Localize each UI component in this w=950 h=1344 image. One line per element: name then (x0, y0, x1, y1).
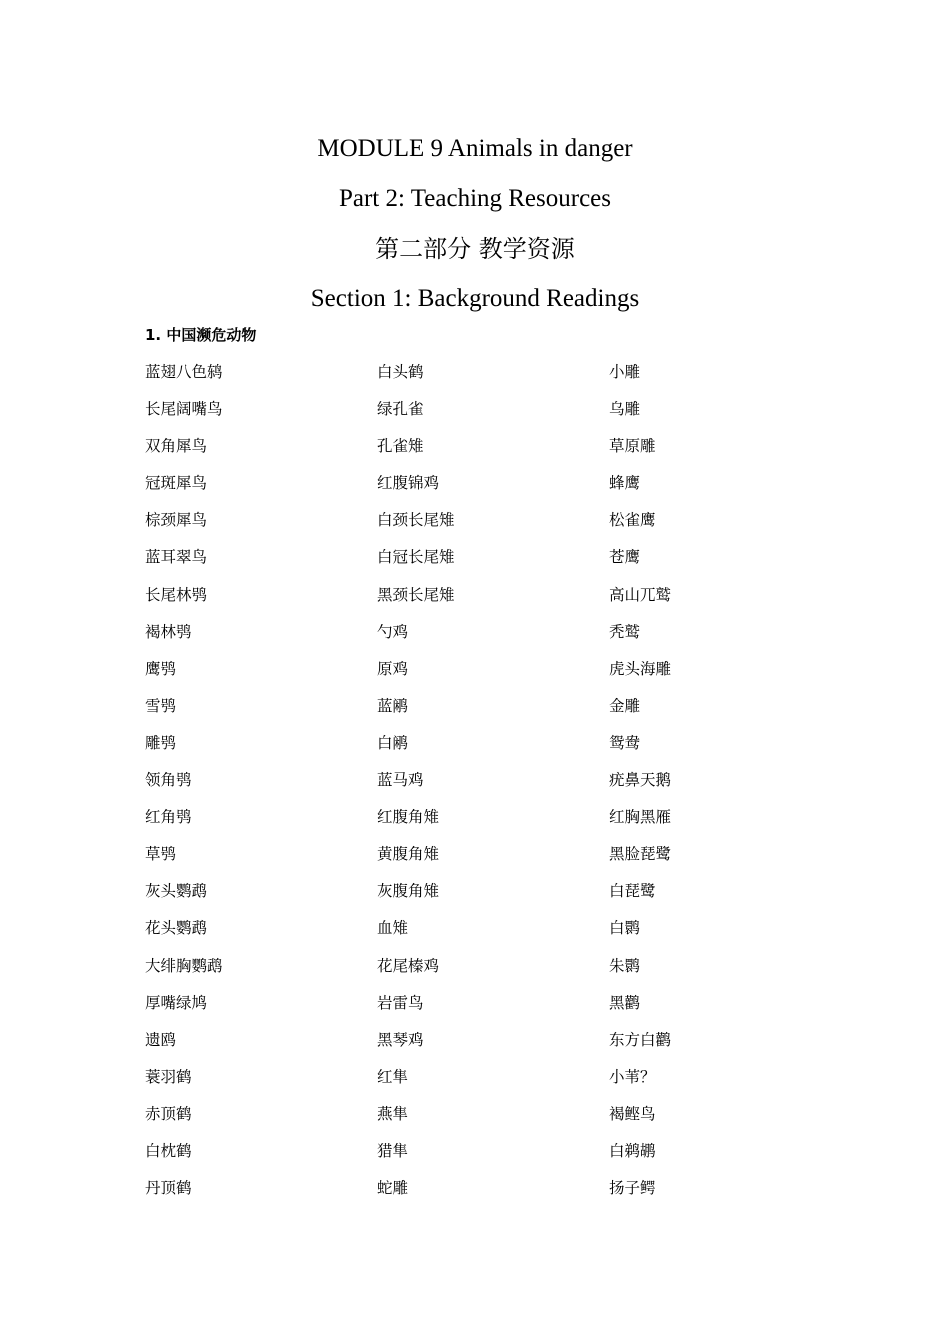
animal-name: 小雕 (609, 363, 641, 381)
animal-name: 长尾阔嘴鸟 (145, 400, 223, 419)
animal-name: 鸳鸯 (609, 733, 641, 752)
list-heading: 1. 中国濒危动物 (145, 326, 257, 344)
animal-name: 棕颈犀鸟 (145, 511, 208, 530)
animal-list-column-2 (377, 361, 455, 1214)
animal-name: 大绯胸鹦鹉 (145, 956, 223, 975)
animal-name: 猎隼 (377, 1141, 409, 1160)
animal-name: 红腹角雉 (377, 808, 440, 827)
animal-name: 原鸡 (377, 659, 409, 678)
part-title-chinese: 第二部分 教学资源 (375, 235, 575, 263)
part-title: Part 2: Teaching Resources (338, 185, 612, 212)
animal-name: 白鹮 (609, 919, 641, 938)
animal-name: 红胸黑雁 (609, 808, 672, 827)
animal-name: 双角犀鸟 (145, 437, 208, 456)
animal-name: 勺鸡 (377, 622, 409, 641)
animal-name: 蓝翅八色鸫 (145, 363, 223, 381)
animal-name: 红腹锦鸡 (377, 474, 440, 493)
animal-name: 东方白鹳 (609, 1030, 672, 1049)
animal-name: 小苇？ (609, 1067, 656, 1086)
animal-name: 蓝马鸡 (377, 771, 424, 790)
animal-name: 松雀鹰 (609, 511, 656, 530)
animal-name: 领角鸮 (145, 771, 192, 790)
module-title: MODULE 9 Animals in danger (317, 135, 633, 162)
animal-name: 鹰鸮 (145, 659, 177, 678)
animal-list-column-1 (145, 361, 223, 1214)
animal-name: 孔雀雉 (377, 437, 424, 456)
animal-name: 褐鲣鸟 (609, 1104, 656, 1123)
animal-name: 红隼 (377, 1067, 409, 1086)
animal-name: 金雕 (609, 696, 641, 715)
animal-name: 灰腹角雉 (377, 882, 440, 901)
animal-name: 红角鸮 (145, 808, 192, 827)
section-title: Section 1: Background Readings (310, 285, 640, 312)
animal-name: 白头鹤 (377, 363, 424, 381)
animal-name: 蛇雕 (377, 1179, 409, 1198)
animal-name: 白枕鹤 (145, 1141, 192, 1160)
animal-name: 灰头鹦鹉 (145, 882, 208, 901)
animal-name: 草鸮 (145, 845, 177, 864)
animal-name: 秃鹫 (609, 622, 641, 641)
animal-name: 苍鹰 (609, 548, 641, 567)
animal-list-column-3 (609, 361, 671, 1214)
animal-name: 遗鸥 (145, 1030, 177, 1049)
animal-name: 绿孔雀 (377, 400, 424, 419)
animal-name: 白琵鹭 (609, 882, 656, 901)
animal-name: 疣鼻天鹅 (609, 771, 672, 790)
animal-name: 厚嘴绿鸠 (145, 993, 208, 1012)
animal-name: 长尾林鸮 (145, 585, 208, 604)
animal-name: 花头鹦鹉 (145, 919, 208, 938)
animal-name: 黑脸琵鹭 (609, 845, 672, 864)
animal-name: 蓑羽鹤 (145, 1067, 192, 1086)
animal-name: 白鹇 (377, 733, 409, 752)
animal-name: 燕隼 (377, 1104, 409, 1123)
animal-name: 黑琴鸡 (377, 1030, 424, 1049)
animal-name: 雕鸮 (145, 733, 177, 752)
animal-name: 白鹈鹕 (609, 1141, 656, 1160)
animal-name: 蓝鹇 (377, 696, 409, 715)
animal-name: 虎头海雕 (609, 659, 672, 678)
animal-name: 褐林鸮 (145, 622, 192, 641)
animal-name: 冠斑犀鸟 (145, 474, 208, 493)
animal-name: 蜂鹰 (609, 474, 641, 493)
animal-name: 扬子鳄 (609, 1179, 656, 1198)
animal-name: 赤顶鹤 (145, 1104, 192, 1123)
animal-name: 高山兀鹫 (609, 585, 672, 604)
animal-name: 草原雕 (609, 437, 656, 456)
animal-name: 丹顶鹤 (145, 1179, 192, 1198)
animal-name: 白颈长尾雉 (377, 511, 455, 530)
animal-name: 黑颈长尾雉 (377, 585, 455, 604)
animal-name: 朱鹮 (609, 956, 641, 975)
animal-name: 岩雷鸟 (377, 993, 424, 1012)
animal-name: 乌雕 (609, 400, 641, 419)
animal-name: 花尾榛鸡 (377, 956, 440, 975)
animal-name: 雪鸮 (145, 696, 177, 715)
animal-name: 黄腹角雉 (377, 845, 440, 864)
animal-name: 蓝耳翠鸟 (145, 548, 208, 567)
animal-name: 黑鹳 (609, 993, 641, 1012)
animal-name: 白冠长尾雉 (377, 548, 455, 567)
animal-name: 血雉 (377, 919, 409, 938)
